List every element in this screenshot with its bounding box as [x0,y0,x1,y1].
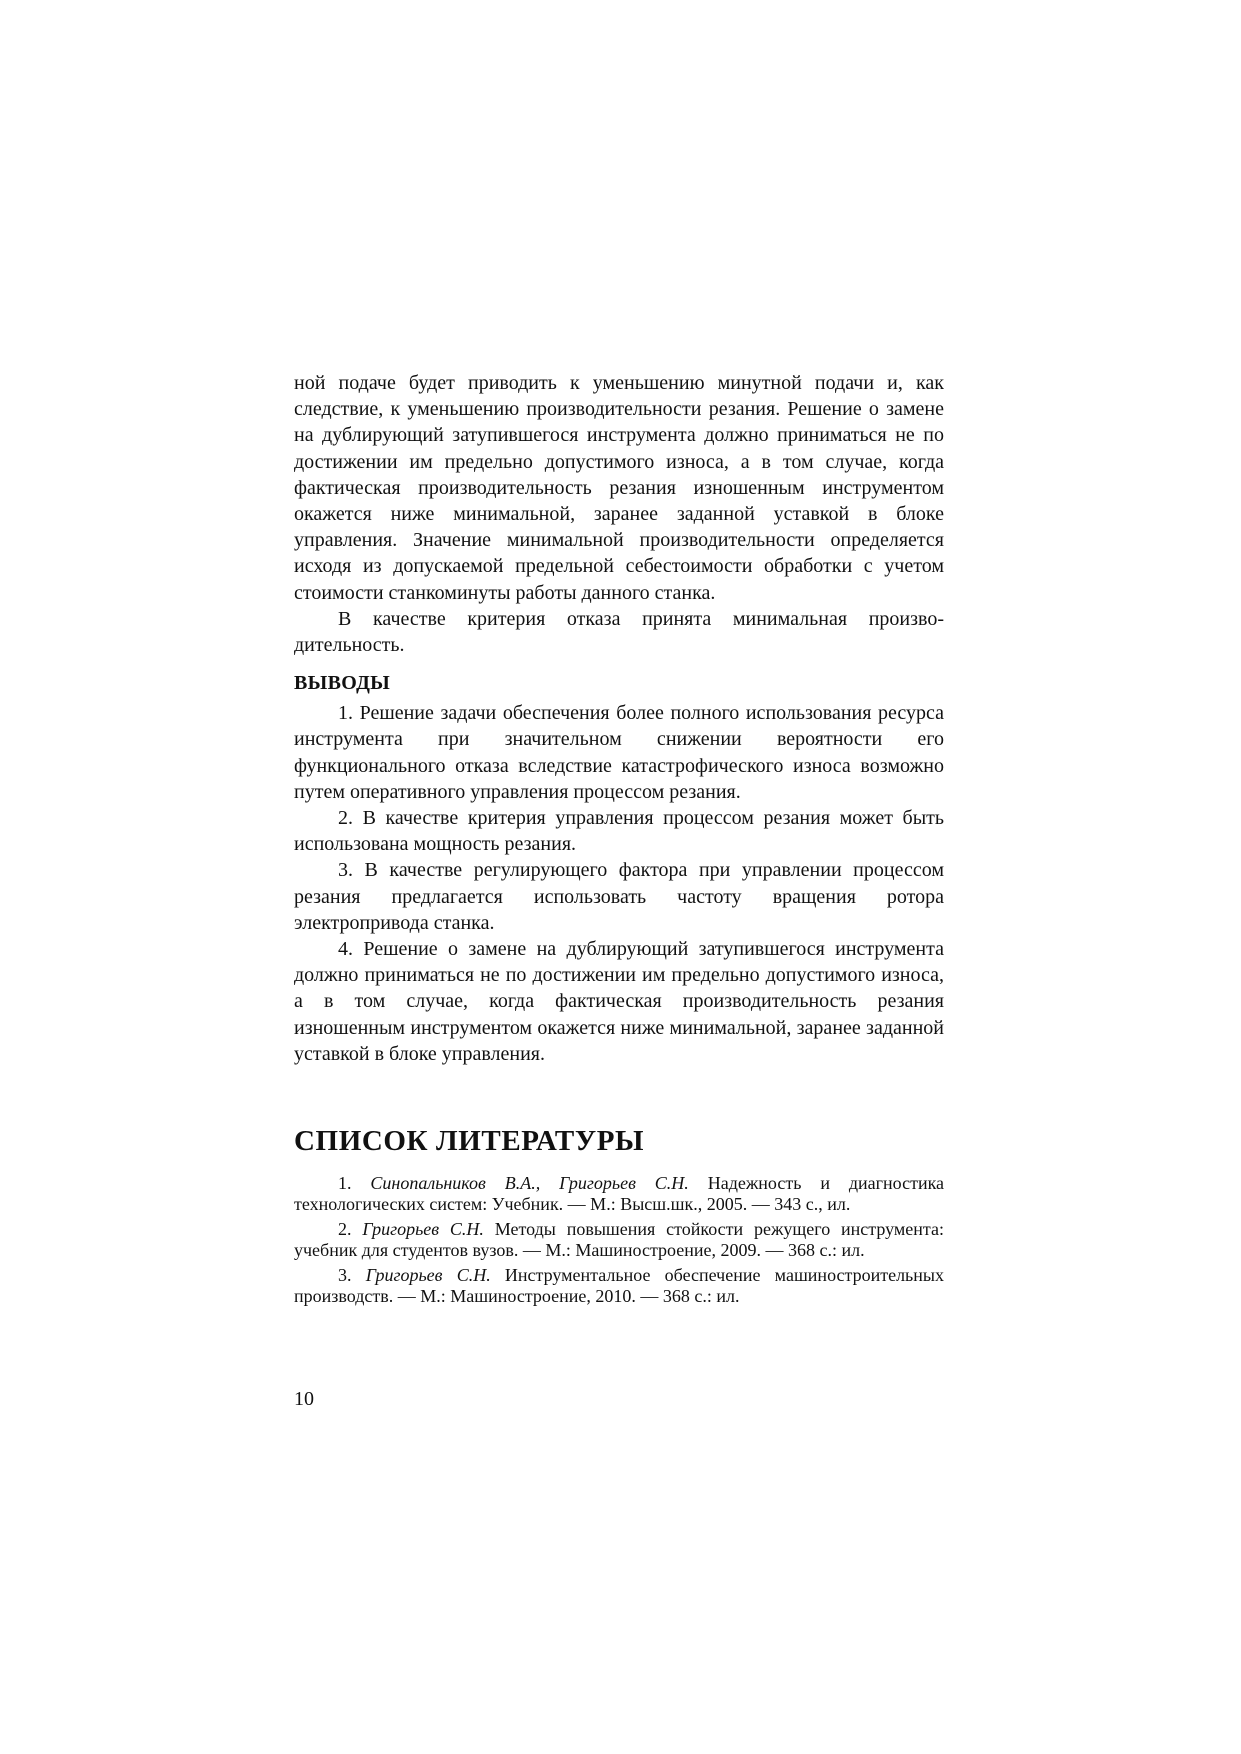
page-content [294,370,944,1311]
references-heading: СПИСОК ЛИТЕРАТУРЫ [294,1125,645,1158]
references-section [294,1123,944,1307]
body-paragraph: ной подаче будет приводить к уменьшению минутной подачи и, как следствие, к уменьшению производительности резания. Решение о замене на дублирующий затупившегося инструмента должно приниматься не по достижении им предельно допустимого износа, а в том случае, когда фактическая производительность резания изношенным инструментом окажется ниже минимальной, заранее заданной уставкой в блоке управления. Значение минимальной производительности определяется исходя из допускаемой предельной себестоимости обработки с учетом стоимости станкоминуты работы данного станка. [294,372,944,604]
reference-item [294,1173,944,1215]
reference-text: Инструментальное обеспечение машиностроительных производств. — М.: Машиностроение, 2010. — 368 с.: ил. [294,1265,944,1307]
conclusions-section [294,670,944,1067]
references-list [294,1173,944,1307]
page-number: 10 [294,1388,314,1410]
reference-authors: Григорьев С.Н. [365,1265,491,1286]
reference-text: Методы повышения стойкости режущего инструмента: учебник для студентов вузов. — М.: Машиностроение, 2009. — 368 с.: ил. [294,1219,944,1261]
reference-text: Надежность и диагностика технологических систем: Учебник. — М.: Высш.шк., 2005. — 343 с., ил. [294,1173,945,1215]
conclusions-heading: ВЫВОДЫ [294,672,391,695]
body-paragraph: В качестве критерия отказа принята минимальная производительность. [294,607,944,657]
conclusion-item: 3. В качестве регулирующего фактора при управлении процессом резания предлагается использовать частоту вращения ротора электропривода станка. [294,859,944,934]
reference-item [294,1265,944,1307]
conclusion-item: 2. В качестве критерия управления процессом резания может быть использована мощность резания. [294,807,944,856]
conclusion-item: 4. Решение о замене на дублирующий затупившегося инструмента должно приниматься не по достижении им предельно допустимого износа, а в том случае, когда фактическая производительность резания изношенным инструментом окажется ниже минимальной, заранее заданной уставкой в блоке управления. [294,938,944,1065]
reference-number: 3. [338,1265,352,1286]
conclusion-item: 1. Решение задачи обеспечения более полного использования ресурса инструмента при значительном снижении вероятности его функционального отказа вследствие катастрофического износа возможно путем оперативного управления процессом резания. [294,702,944,803]
reference-number: 2. [338,1219,352,1240]
reference-authors: Синопальников В.А., Григорьев С.Н. [370,1173,689,1194]
reference-authors: Григорьев С.Н. [362,1219,484,1240]
reference-item [294,1219,944,1261]
reference-number: 1. [338,1173,352,1194]
